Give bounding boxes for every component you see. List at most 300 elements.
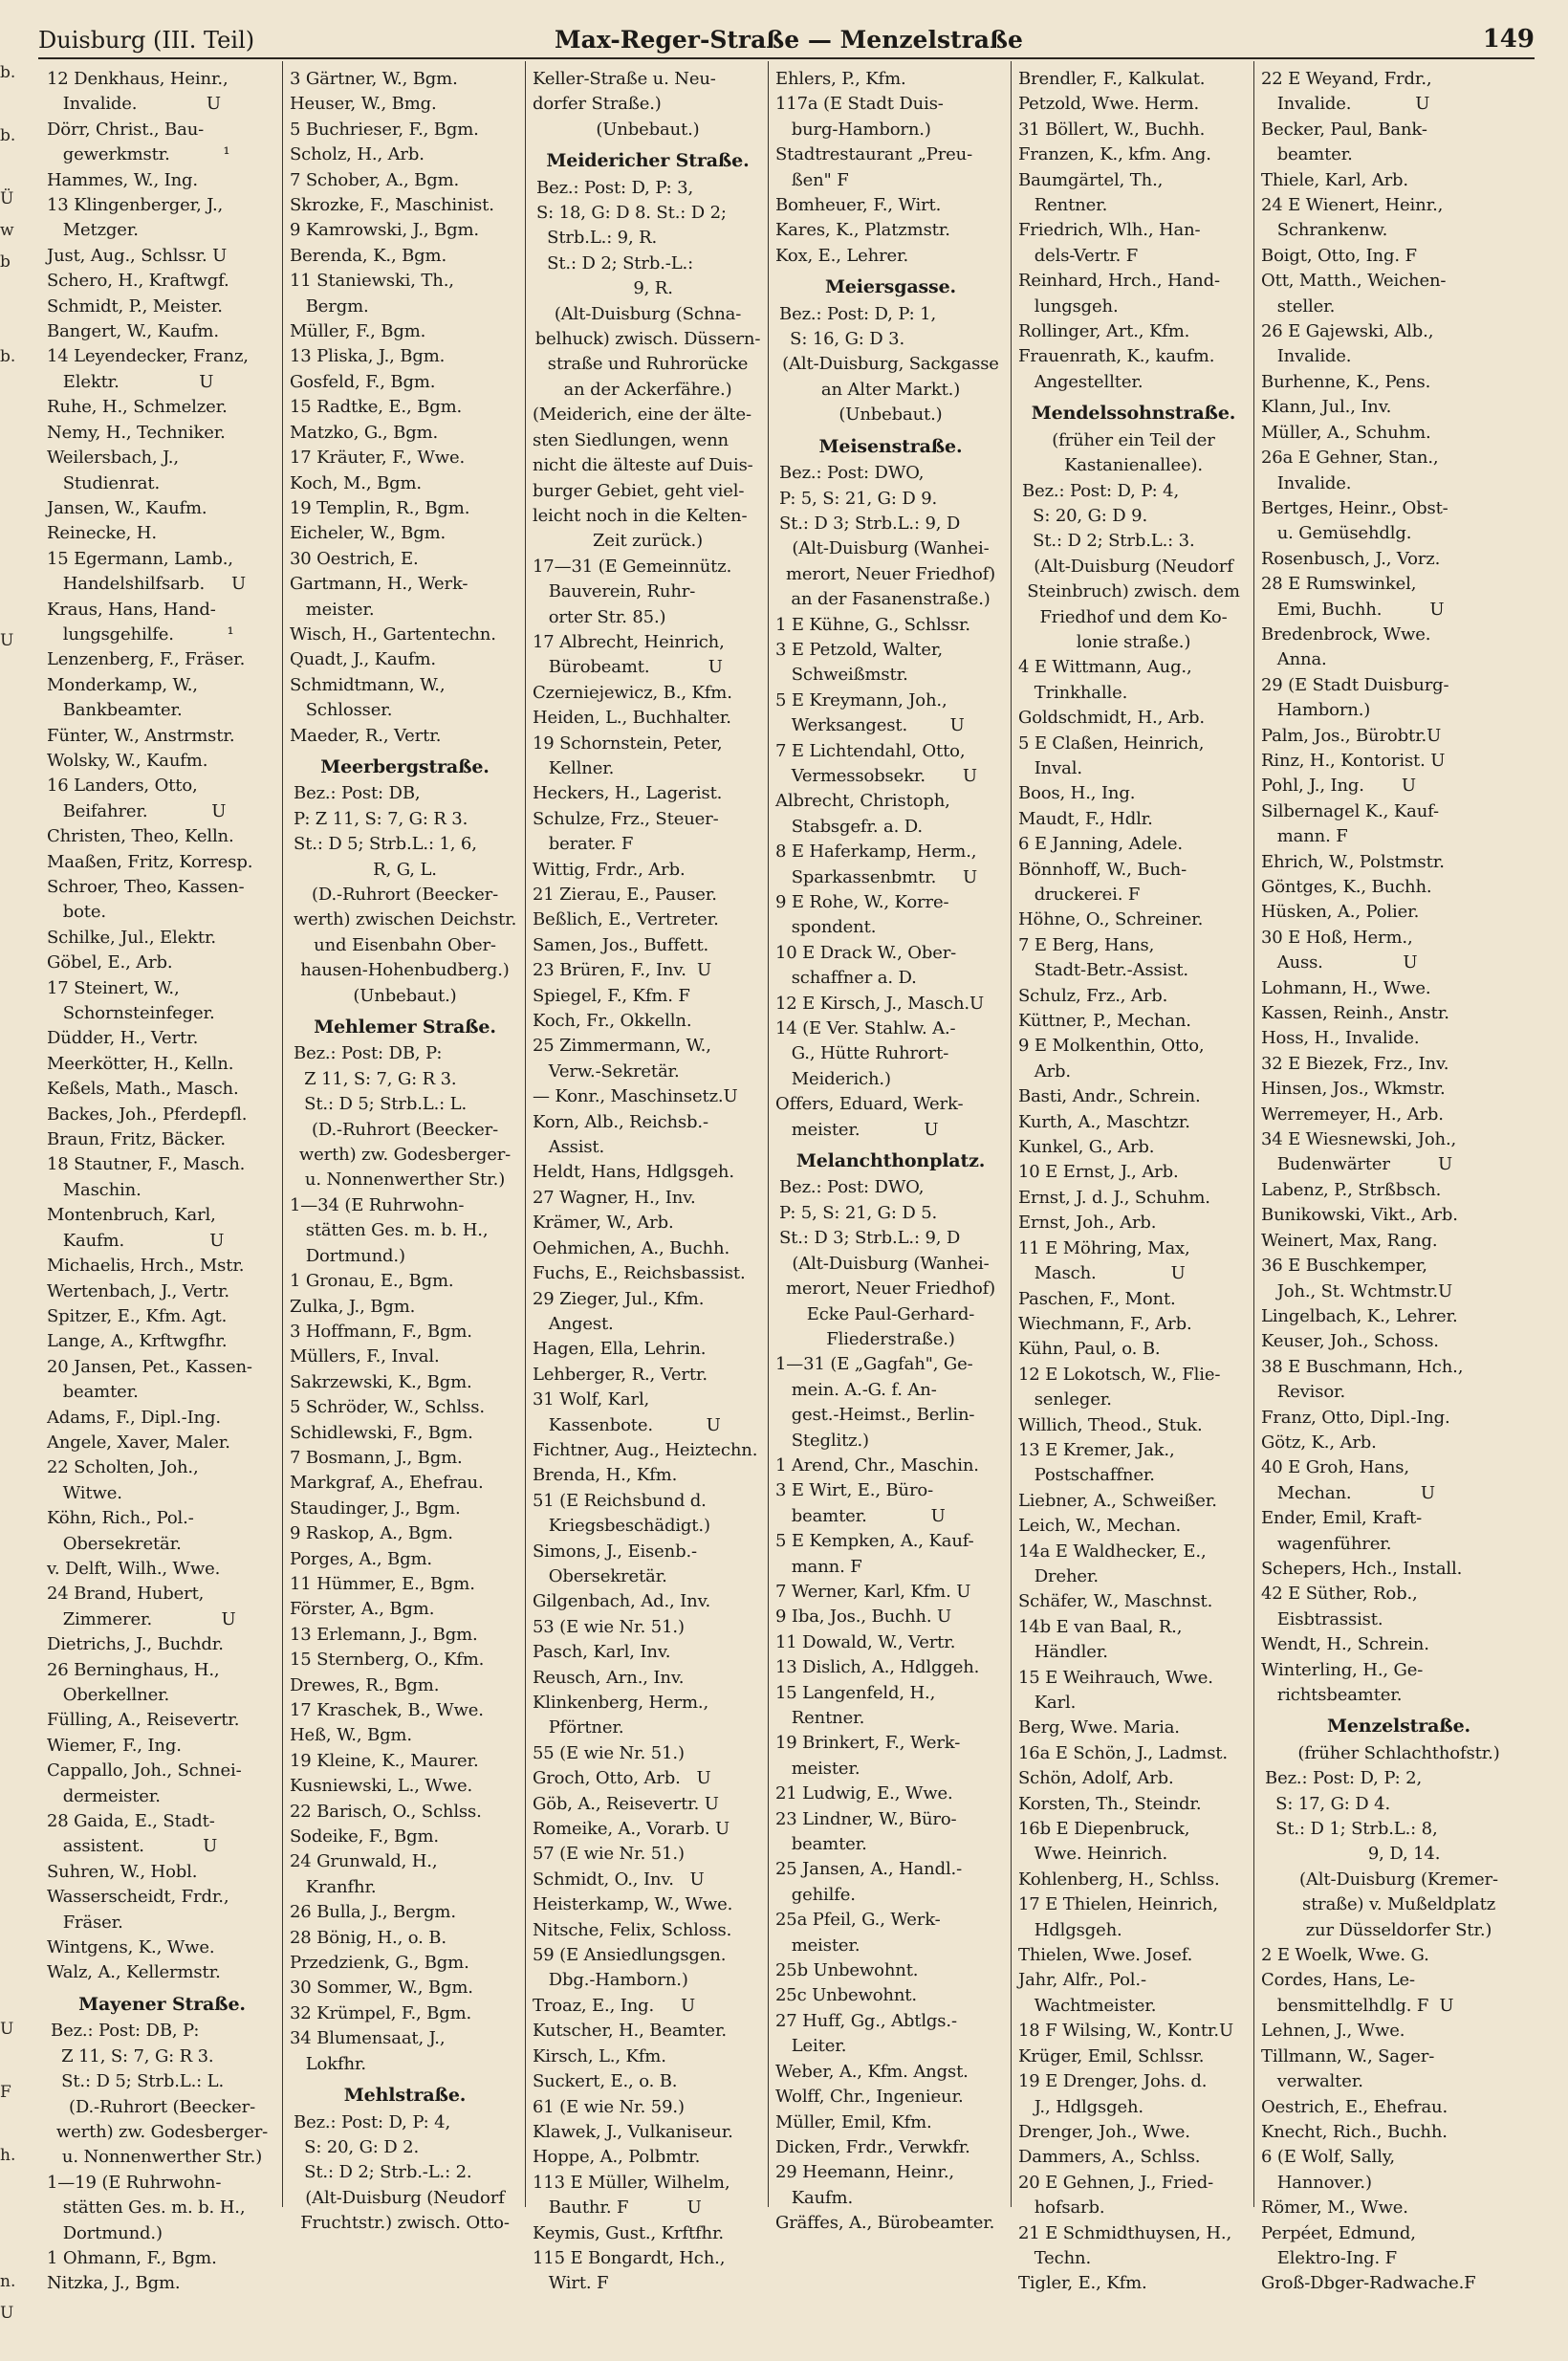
resident-entry: Pförtner. xyxy=(533,1717,624,1738)
resident-entry: Lokfhr. xyxy=(290,2053,366,2074)
resident-entry: Lehnen, J., Wwe. xyxy=(1261,2021,1405,2042)
edge-fragment xyxy=(0,1761,38,1793)
resident-entry: Schulz, Frz., Arb. xyxy=(1018,985,1168,1006)
directory-columns xyxy=(40,61,1541,2294)
street-heading: Mayener Straße. xyxy=(78,1993,246,2015)
resident-entry: 1—19 (E Ruhrwohn- xyxy=(47,2172,222,2193)
edge-fragment xyxy=(0,1446,38,1477)
resident-entry: 19 Brinkert, F., Werk- xyxy=(775,1733,961,1754)
resident-entry: 11 E Möhring, Max, xyxy=(1018,1237,1190,1258)
resident-entry: Gilgenbach, Ad., Inv. xyxy=(533,1591,711,1612)
district-info: Bez.: Post: D, P: 3, xyxy=(536,177,694,198)
resident-entry: Silbernagel K., Kauf- xyxy=(1261,800,1439,821)
edge-fragment xyxy=(0,1288,38,1320)
resident-entry: senleger. xyxy=(1018,1389,1112,1410)
resident-entry: Maeder, R., Vertr. xyxy=(290,725,442,746)
resident-entry: Czerniejewicz, B., Kfm. xyxy=(533,682,732,703)
resident-entry: Brendler, F., Kalkulat. xyxy=(1018,69,1206,89)
resident-entry: 22 E Weyand, Frdr., xyxy=(1261,69,1432,89)
district-info: Bez.: Post: DWO, xyxy=(779,1177,925,1198)
street-note: werth) zw. Godesberger- xyxy=(298,1145,512,1166)
resident-entry: 1—34 (E Ruhrwohn- xyxy=(290,1194,465,1215)
resident-entry: Bomheuer, F., Wirt. xyxy=(775,195,942,216)
resident-entry: Arb. xyxy=(1018,1060,1071,1082)
resident-entry: Just, Aug., Schlssr. U xyxy=(47,245,228,266)
resident-entry: Thiele, Karl, Arb. xyxy=(1261,169,1408,190)
resident-entry: Braun, Fritz, Bäcker. xyxy=(47,1129,227,1150)
resident-entry: 51 (E Reichsbund d. xyxy=(533,1490,707,1511)
resident-entry: 113 E Müller, Wilhelm, xyxy=(533,2172,730,2193)
resident-entry: 9 E Molkenthin, Otto, xyxy=(1018,1036,1205,1057)
resident-entry: Bankbeamter. xyxy=(47,700,183,721)
edge-fragment: Ü xyxy=(0,189,14,208)
resident-entry: Wiemer, F., Ing. xyxy=(47,1735,182,1756)
street-note: merort, Neuer Friedhof) xyxy=(785,563,996,584)
resident-entry: Schidlewski, F., Bgm. xyxy=(290,1422,473,1443)
resident-entry: Angest. xyxy=(533,1313,614,1334)
resident-entry: 18 Stautner, F., Masch. xyxy=(47,1154,246,1175)
street-note: 9, D, 14. xyxy=(1357,1844,1441,1865)
street-note: (Alt-Duisburg (Neudorf xyxy=(1034,556,1233,577)
resident-entry: 5 E Kreymann, Joh., xyxy=(775,689,947,710)
resident-entry: Maaßen, Fritz, Korresp. xyxy=(47,851,253,872)
resident-entry: Becker, Paul, Bank- xyxy=(1261,119,1427,140)
resident-entry: Boos, H., Ing. xyxy=(1018,783,1136,804)
resident-entry: burg-Hamborn.) xyxy=(775,119,931,140)
resident-entry: dels-Vertr. F xyxy=(1018,245,1139,266)
resident-entry: 5 E Claßen, Heinrich, xyxy=(1018,732,1205,754)
resident-entry: Wendt, H., Schrein. xyxy=(1261,1634,1429,1655)
resident-entry: Müller, A., Schuhm. xyxy=(1261,422,1431,443)
resident-entry: 25b Unbewohnt. xyxy=(775,1960,919,1981)
resident-entry: druckerei. F xyxy=(1018,885,1141,905)
resident-entry: 13 Pliska, J., Bgm. xyxy=(290,346,446,367)
resident-entry: 5 E Kempken, A., Kauf- xyxy=(775,1531,974,1552)
resident-entry: 16 Landers, Otto, xyxy=(47,776,198,797)
resident-entry: Boigt, Otto, Ing. F xyxy=(1261,245,1417,266)
edge-fragment xyxy=(0,909,38,941)
edge-fragment xyxy=(0,941,38,973)
resident-entry: Cordes, Hans, Le- xyxy=(1261,1970,1415,1991)
resident-entry: 11 Dowald, W., Vertr. xyxy=(775,1631,956,1652)
district-info: Bez.: Post: DWO, xyxy=(779,463,925,484)
resident-entry: 5 Schröder, W., Schlss. xyxy=(290,1397,485,1418)
resident-entry: Anna. xyxy=(1261,649,1327,670)
street-note: lonie straße.) xyxy=(1076,631,1191,652)
resident-entry: 11 Hümmer, E., Bgm. xyxy=(290,1573,475,1594)
edge-fragment xyxy=(0,1919,38,1951)
resident-entry: Rentner. xyxy=(1018,195,1108,216)
resident-entry: Techn. xyxy=(1018,2247,1092,2268)
resident-entry: Groß-Dbger-Radwache.F xyxy=(1261,2273,1476,2294)
street-note: Kastanienallee). xyxy=(1064,455,1203,476)
resident-entry: Ernst, Joh., Arb. xyxy=(1018,1213,1157,1234)
resident-entry: 19 Schornstein, Peter, xyxy=(533,732,723,754)
resident-entry: Samen, Jos., Buffett. xyxy=(533,934,709,955)
resident-entry: bote. xyxy=(47,902,106,923)
resident-entry: stätten Ges. m. b. H., xyxy=(290,1220,489,1241)
street-note: u. Nonnenwerther Str.) xyxy=(61,2147,263,2168)
resident-entry: Beifahrer. U xyxy=(47,800,227,821)
resident-entry: hofsarb. xyxy=(1018,2197,1105,2219)
street-note: (Alt-Duisburg, Sackgasse xyxy=(782,354,999,375)
resident-entry: Thielen, Wwe. Josef. xyxy=(1018,1945,1193,1966)
resident-entry: Lenzenberg, F., Fräser. xyxy=(47,649,246,670)
edge-fragment xyxy=(0,594,38,625)
edge-fragment xyxy=(0,1825,38,1856)
header-section: Duisburg (III. Teil) xyxy=(38,27,255,54)
district-info: P: 5, S: 21, G: D 9. xyxy=(779,488,938,509)
edge-fragment xyxy=(0,2045,38,2077)
resident-entry: 15 Radtke, E., Bgm. xyxy=(290,397,463,418)
resident-entry: Franz, Otto, Dipl.-Ing. xyxy=(1261,1407,1450,1428)
resident-entry: Küttner, P., Mechan. xyxy=(1018,1011,1191,1032)
resident-entry: 9 Raskop, A., Bgm. xyxy=(290,1523,453,1544)
resident-entry: (Meiderich, eine der älte- xyxy=(533,404,751,426)
resident-entry: Dammers, A., Schlss. xyxy=(1018,2147,1201,2168)
resident-entry: Hinsen, Jos., Wkmstr. xyxy=(1261,1079,1446,1100)
resident-entry: Dicken, Frdr., Verwkfr. xyxy=(775,2136,970,2157)
resident-entry: Göntges, K., Buchh. xyxy=(1261,877,1432,897)
resident-entry: Budenwärter U xyxy=(1261,1154,1453,1175)
resident-entry: 26 Bulla, J., Bergm. xyxy=(290,1902,456,1923)
district-info: St.: D 1; Strb.L.: 8, xyxy=(1265,1819,1438,1840)
resident-entry: 17—31 (E Gemeinnütz. xyxy=(533,556,732,577)
resident-entry: Skrozke, F., Maschinist. xyxy=(290,195,494,216)
street-note: Ecke Paul-Gerhard- xyxy=(806,1303,975,1324)
edge-fragment xyxy=(0,657,38,689)
resident-entry: bensmittelhdlg. F U xyxy=(1261,1995,1454,2016)
resident-entry: 10 E Ernst, J., Arb. xyxy=(1018,1162,1179,1183)
edge-fragment xyxy=(0,2109,38,2140)
resident-entry: Friedrich, Wlh., Han- xyxy=(1018,220,1201,241)
resident-entry: Wolsky, W., Kaufm. xyxy=(47,750,208,771)
resident-entry: Petzold, Wwe. Herm. xyxy=(1018,94,1200,115)
resident-entry: 57 (E wie Nr. 51.) xyxy=(533,1844,685,1865)
edge-fragment xyxy=(0,1099,38,1130)
resident-entry: Ehrich, W., Polstmstr. xyxy=(1261,851,1445,872)
edge-fragment: U xyxy=(0,631,14,650)
resident-entry: Kox, E., Lehrer. xyxy=(775,245,909,266)
resident-entry: Eisbtrassist. xyxy=(1261,1608,1383,1629)
resident-entry: Baumgärtel, Th., xyxy=(1018,169,1164,190)
resident-entry: Kühn, Paul, o. B. xyxy=(1018,1339,1161,1360)
edge-fragment xyxy=(0,1351,38,1383)
resident-entry: Obersekretär. xyxy=(533,1565,667,1586)
resident-entry: Korn, Alb., Reichsb.- xyxy=(533,1111,708,1132)
resident-entry: 29 (E Stadt Duisburg- xyxy=(1261,674,1449,695)
resident-entry: burger Gebiet, geht viel- xyxy=(533,480,745,501)
resident-entry: Schmidt, P., Meister. xyxy=(47,295,223,317)
resident-entry: 27 Wagner, H., Inv. xyxy=(533,1187,696,1208)
resident-entry: Korsten, Th., Steindr. xyxy=(1018,1793,1202,1814)
street-note: Zeit zurück.) xyxy=(593,531,703,552)
resident-entry: Müller, Emil, Kfm. xyxy=(775,2111,932,2132)
resident-entry: 5 Buchrieser, F., Bgm. xyxy=(290,119,479,140)
resident-entry: 1 Arend, Chr., Maschin. xyxy=(775,1454,979,1476)
resident-entry: Scholz, H., Arb. xyxy=(290,144,425,165)
resident-entry: Goldschmidt, H., Arb. xyxy=(1018,708,1205,729)
resident-entry: Suckert, E., o. B. xyxy=(533,2071,678,2092)
resident-entry: 7 Werner, Karl, Kfm. U xyxy=(775,1581,971,1602)
resident-entry: steller. xyxy=(1261,295,1336,317)
resident-entry: Müllers, F., Inval. xyxy=(290,1346,440,1367)
resident-entry: Tillmann, W., Sager- xyxy=(1261,2045,1435,2066)
resident-entry: Keymis, Gust., Krftfhr. xyxy=(533,2222,724,2243)
resident-entry: Kunkel, G., Arb. xyxy=(1018,1137,1155,1158)
edge-fragment xyxy=(0,1509,38,1541)
street-note: an der Fasanenstraße.) xyxy=(791,589,991,610)
resident-entry: wagenführer. xyxy=(1261,1533,1392,1554)
resident-entry: Krüger, Emil, Schlssr. xyxy=(1018,2045,1205,2066)
edge-fragment xyxy=(0,1730,38,1761)
resident-entry: Ender, Emil, Kraft- xyxy=(1261,1508,1423,1529)
street-note: an der Ackerfähre.) xyxy=(563,379,732,400)
edge-fragment xyxy=(0,1635,38,1667)
resident-entry: Burhenne, K., Pens. xyxy=(1261,371,1431,392)
edge-fragment xyxy=(0,2329,38,2361)
resident-entry: Sakrzewski, K., Bgm. xyxy=(290,1371,472,1392)
resident-entry: 6 E Janning, Adele. xyxy=(1018,834,1183,855)
resident-entry: Lohmann, H., Wwe. xyxy=(1261,977,1431,998)
resident-entry: 2 E Woelk, Wwe. G. xyxy=(1261,1945,1429,1966)
street-note: (D.-Ruhrort (Beecker- xyxy=(311,885,499,905)
resident-entry: 26 E Gajewski, Alb., xyxy=(1261,321,1434,342)
resident-entry: Köhn, Rich., Pol.- xyxy=(47,1508,194,1529)
resident-entry: Kassen, Reinh., Anstr. xyxy=(1261,1003,1449,1024)
resident-entry: 25 Jansen, A., Handl.- xyxy=(775,1859,963,1880)
district-info: St.: D 2; Strb.-L.: 2. xyxy=(294,2162,472,2183)
resident-entry: Kurth, A., Maschtzr. xyxy=(1018,1111,1190,1132)
edge-fragment: w xyxy=(0,221,14,240)
resident-entry: 30 E Hoß, Herm., xyxy=(1261,927,1413,948)
resident-entry: Klinkenberg, Herm., xyxy=(533,1693,709,1713)
resident-entry: verwalter. xyxy=(1261,2071,1363,2092)
resident-entry: 28 Bönig, H., o. B. xyxy=(290,1927,446,1948)
resident-entry: gehilfe. xyxy=(775,1884,856,1905)
edge-fragment xyxy=(0,152,38,184)
street-heading: Meerbergstraße. xyxy=(320,755,490,777)
district-info: Bez.: Post: D, P: 4, xyxy=(1022,480,1180,501)
resident-entry: Hammes, W., Ing. xyxy=(47,169,198,190)
district-info: Bez.: Post: DB, P: xyxy=(51,2021,200,2042)
resident-entry: 1 E Kühne, G., Schlssr. xyxy=(775,614,970,635)
district-info: S: 20, G: D 2. xyxy=(294,2136,420,2157)
resident-entry: Ruhe, H., Schmelzer. xyxy=(47,397,228,418)
resident-entry: 13 Dislich, A., Hdlggeh. xyxy=(775,1657,980,1678)
resident-entry: 117a (E Stadt Duis- xyxy=(775,94,944,115)
street-heading: Mehlemer Straße. xyxy=(314,1017,496,1038)
resident-entry: Dbg.-Hamborn.) xyxy=(533,1970,688,1991)
edge-fragment xyxy=(0,1856,38,1888)
edge-fragment xyxy=(0,1036,38,1067)
resident-entry: beamter. xyxy=(775,1834,867,1855)
resident-entry: Hoss, H., Invalide. xyxy=(1261,1028,1420,1049)
street-note: zur Düsseldorfer Str.) xyxy=(1305,1919,1492,1940)
resident-entry: Nitsche, Felix, Schloss. xyxy=(533,1919,732,1940)
resident-entry: Dreher. xyxy=(1018,1565,1099,1586)
resident-entry: Fünter, W., Anstrmstr. xyxy=(47,725,235,746)
resident-entry: Wisch, H., Gartentechn. xyxy=(290,623,496,645)
resident-entry: Bergm. xyxy=(290,295,369,317)
resident-entry: Matzko, G., Bgm. xyxy=(290,422,439,443)
resident-entry: Schilke, Jul., Elektr. xyxy=(47,927,216,948)
resident-entry: Frauenrath, K., kaufm. xyxy=(1018,346,1215,367)
resident-entry: 25c Unbewohnt. xyxy=(775,1985,917,2006)
resident-entry: 16b E Diepenbruck, xyxy=(1018,1819,1190,1840)
resident-entry: Meerkötter, H., Kelln. xyxy=(47,1053,234,1074)
resident-entry: spondent. xyxy=(775,917,877,938)
resident-entry: 42 E Süther, Rob., xyxy=(1261,1584,1418,1605)
resident-entry: 4 E Wittmann, Aug., xyxy=(1018,657,1192,678)
resident-entry: Eicheler, W., Bgm. xyxy=(290,523,446,544)
resident-entry: Gartmann, H., Werk- xyxy=(290,574,468,595)
resident-entry: 20 E Gehnen, J., Fried- xyxy=(1018,2172,1214,2193)
resident-entry: 34 E Wiesnewski, Joh., xyxy=(1261,1129,1457,1150)
resident-entry: 19 E Drenger, Johs. d. xyxy=(1018,2071,1208,2092)
resident-entry: Ott, Matth., Weichen- xyxy=(1261,271,1447,292)
resident-entry: 53 (E wie Nr. 51.) xyxy=(533,1616,685,1637)
resident-entry: 19 Kleine, K., Maurer. xyxy=(290,1750,479,1771)
street-heading: Meiersgasse. xyxy=(824,276,957,298)
resident-entry: Assist. xyxy=(533,1137,605,1158)
edge-fragment xyxy=(0,310,38,341)
resident-entry: 23 Brüren, F., Inv. U xyxy=(533,960,711,981)
resident-entry: 18 F Wilsing, W., Kontr.U xyxy=(1018,2021,1234,2042)
resident-entry: nicht die älteste auf Duis- xyxy=(533,455,753,476)
resident-entry: Schroer, Theo, Kassen- xyxy=(47,877,245,897)
resident-entry: Ernst, J. d. J., Schuhm. xyxy=(1018,1187,1210,1208)
resident-entry: Schäfer, W., Maschnst. xyxy=(1018,1591,1213,1612)
resident-entry: 16a E Schön, J., Ladmst. xyxy=(1018,1742,1228,1763)
resident-entry: Invalide. U xyxy=(1261,94,1430,115)
resident-entry: Hdlgsgeh. xyxy=(1018,1919,1122,1940)
street-note: R, G, L. xyxy=(373,859,437,880)
resident-entry: Drewes, R., Bgm. xyxy=(290,1674,440,1695)
resident-entry: Ehlers, P., Kfm. xyxy=(775,69,906,89)
resident-entry: Paschen, F., Mont. xyxy=(1018,1288,1176,1309)
street-note: und Eisenbahn Ober- xyxy=(314,934,496,955)
edge-fragment xyxy=(0,1257,38,1288)
resident-entry: Heldt, Hans, Hdlgsgeh. xyxy=(533,1162,734,1183)
resident-entry: Berenda, K., Bgm. xyxy=(290,245,447,266)
resident-entry: Pohl, J., Ing. U xyxy=(1261,776,1416,797)
resident-entry: Dietrichs, J., Buchdr. xyxy=(47,1634,224,1655)
edge-fragment xyxy=(0,783,38,815)
resident-entry: J., Hdlgsgeh. xyxy=(1018,2096,1143,2117)
edge-fragment xyxy=(0,1604,38,1635)
street-note: Steinbruch) zwisch. dem xyxy=(1027,581,1240,602)
edge-fragment xyxy=(0,1414,38,1446)
resident-entry: beamter. xyxy=(1261,144,1353,165)
resident-entry: Elektr. U xyxy=(47,371,214,392)
resident-entry: 3 Hoffmann, F., Bgm. xyxy=(290,1321,472,1342)
resident-entry: assistent. U xyxy=(47,1836,218,1857)
resident-entry: Wachtmeister. xyxy=(1018,1995,1157,2016)
resident-entry: Trinkhalle. xyxy=(1018,682,1128,703)
street-note: hausen-Hohenbudberg.) xyxy=(300,960,510,981)
resident-entry: Winterling, H., Ge- xyxy=(1261,1659,1424,1680)
district-info: Bez.: Post: DB, xyxy=(294,783,421,804)
resident-entry: Dortmund.) xyxy=(290,1245,405,1266)
resident-entry: Müller, F., Bgm. xyxy=(290,321,426,342)
resident-entry: Metzger. xyxy=(47,220,139,241)
resident-entry: Kares, K., Platzmstr. xyxy=(775,220,950,241)
resident-entry: Rinz, H., Kontorist. U xyxy=(1261,750,1446,771)
resident-entry: 1 Ohmann, F., Bgm. xyxy=(47,2247,217,2268)
resident-entry: meister. U xyxy=(775,1119,939,1140)
resident-entry: 11 Staniewski, Th., xyxy=(290,271,454,292)
resident-entry: Bauthr. F U xyxy=(533,2197,702,2219)
street-note: (D.-Ruhrort (Beecker- xyxy=(68,2096,256,2117)
edge-fragment: b. xyxy=(0,126,16,145)
resident-entry: Offers, Eduard, Werk- xyxy=(775,1094,964,1115)
resident-entry: Christen, Theo, Kelln. xyxy=(47,826,234,847)
resident-entry: Przedzienk, G., Bgm. xyxy=(290,1953,469,1974)
resident-entry: u. Gemüsehdlg. xyxy=(1261,523,1412,544)
resident-entry: Dörr, Christ., Bau- xyxy=(47,119,205,140)
resident-entry: Handelshilfsarb. U xyxy=(47,574,246,595)
resident-entry: 14b E van Baal, R., xyxy=(1018,1616,1183,1637)
resident-entry: Reinecke, H. xyxy=(47,523,157,544)
resident-entry: Schrankenw. xyxy=(1261,220,1388,241)
resident-entry: Kohlenberg, H., Schlss. xyxy=(1018,1869,1220,1890)
resident-entry: Schlosser. xyxy=(290,700,393,721)
adjacent-page-edge xyxy=(0,57,38,2323)
street-note: belhuck) zwisch. Düssern- xyxy=(534,329,761,350)
resident-entry: Bangert, W., Kaufm. xyxy=(47,321,219,342)
resident-entry: Kusniewski, L., Wwe. xyxy=(290,1776,473,1797)
resident-entry: Angestellter. xyxy=(1018,371,1143,392)
edge-fragment xyxy=(0,1667,38,1698)
resident-entry: 32 Krümpel, F., Bgm. xyxy=(290,2002,472,2023)
district-info: Bez.: Post: D, P: 4, xyxy=(294,2111,451,2132)
edge-fragment xyxy=(0,1067,38,1099)
resident-entry: Maschin. xyxy=(47,1179,142,1200)
resident-entry: Koch, M., Bgm. xyxy=(290,472,422,493)
resident-entry: Wertenbach, J., Vertr. xyxy=(47,1280,230,1301)
resident-entry: Weinert, Max, Rang. xyxy=(1261,1230,1438,1251)
resident-entry: v. Delft, Wilh., Wwe. xyxy=(47,1558,221,1579)
resident-entry: Oestrich, E., Ehefrau. xyxy=(1261,2096,1448,2117)
resident-entry: Zimmerer. U xyxy=(47,1608,236,1629)
resident-entry: mein. A.-G. f. An- xyxy=(775,1379,937,1400)
resident-entry: Karl. xyxy=(1018,1693,1077,1713)
resident-entry: 8 E Haferkamp, Herm., xyxy=(775,842,977,863)
resident-entry: Liebner, A., Schweißer. xyxy=(1018,1490,1217,1511)
resident-entry: Spiegel, F., Kfm. F xyxy=(533,985,690,1006)
resident-entry: Postschaffner. xyxy=(1018,1465,1155,1486)
resident-entry: Schero, H., Kraftwgf. xyxy=(47,271,229,292)
resident-entry: Quadt, J., Kaufm. xyxy=(290,649,436,670)
resident-entry: 21 Ludwig, E., Wwe. xyxy=(775,1783,953,1804)
edge-fragment xyxy=(0,373,38,404)
street-note: straße) v. Mußeldplatz xyxy=(1301,1894,1496,1915)
resident-entry: Bauverein, Ruhr- xyxy=(533,581,696,602)
edge-fragment xyxy=(0,815,38,846)
resident-entry: Werksangest. U xyxy=(775,715,965,736)
resident-entry: Fuchs, E., Reichsbassist. xyxy=(533,1263,746,1284)
resident-entry: 7 E Berg, Hans, xyxy=(1018,934,1155,955)
edge-fragment xyxy=(0,2203,38,2235)
street-note: 9, R. xyxy=(622,278,673,299)
edge-fragment xyxy=(0,1572,38,1604)
resident-entry: Kriegsbeschädigt.) xyxy=(533,1516,710,1537)
resident-entry: Tigler, E., Kfm. xyxy=(1018,2273,1147,2294)
resident-entry: stätten Ges. m. b. H., xyxy=(47,2197,246,2219)
resident-entry: Schulze, Frz., Steuer- xyxy=(533,808,719,829)
resident-entry: Schmidt, O., Inv. U xyxy=(533,1869,705,1890)
